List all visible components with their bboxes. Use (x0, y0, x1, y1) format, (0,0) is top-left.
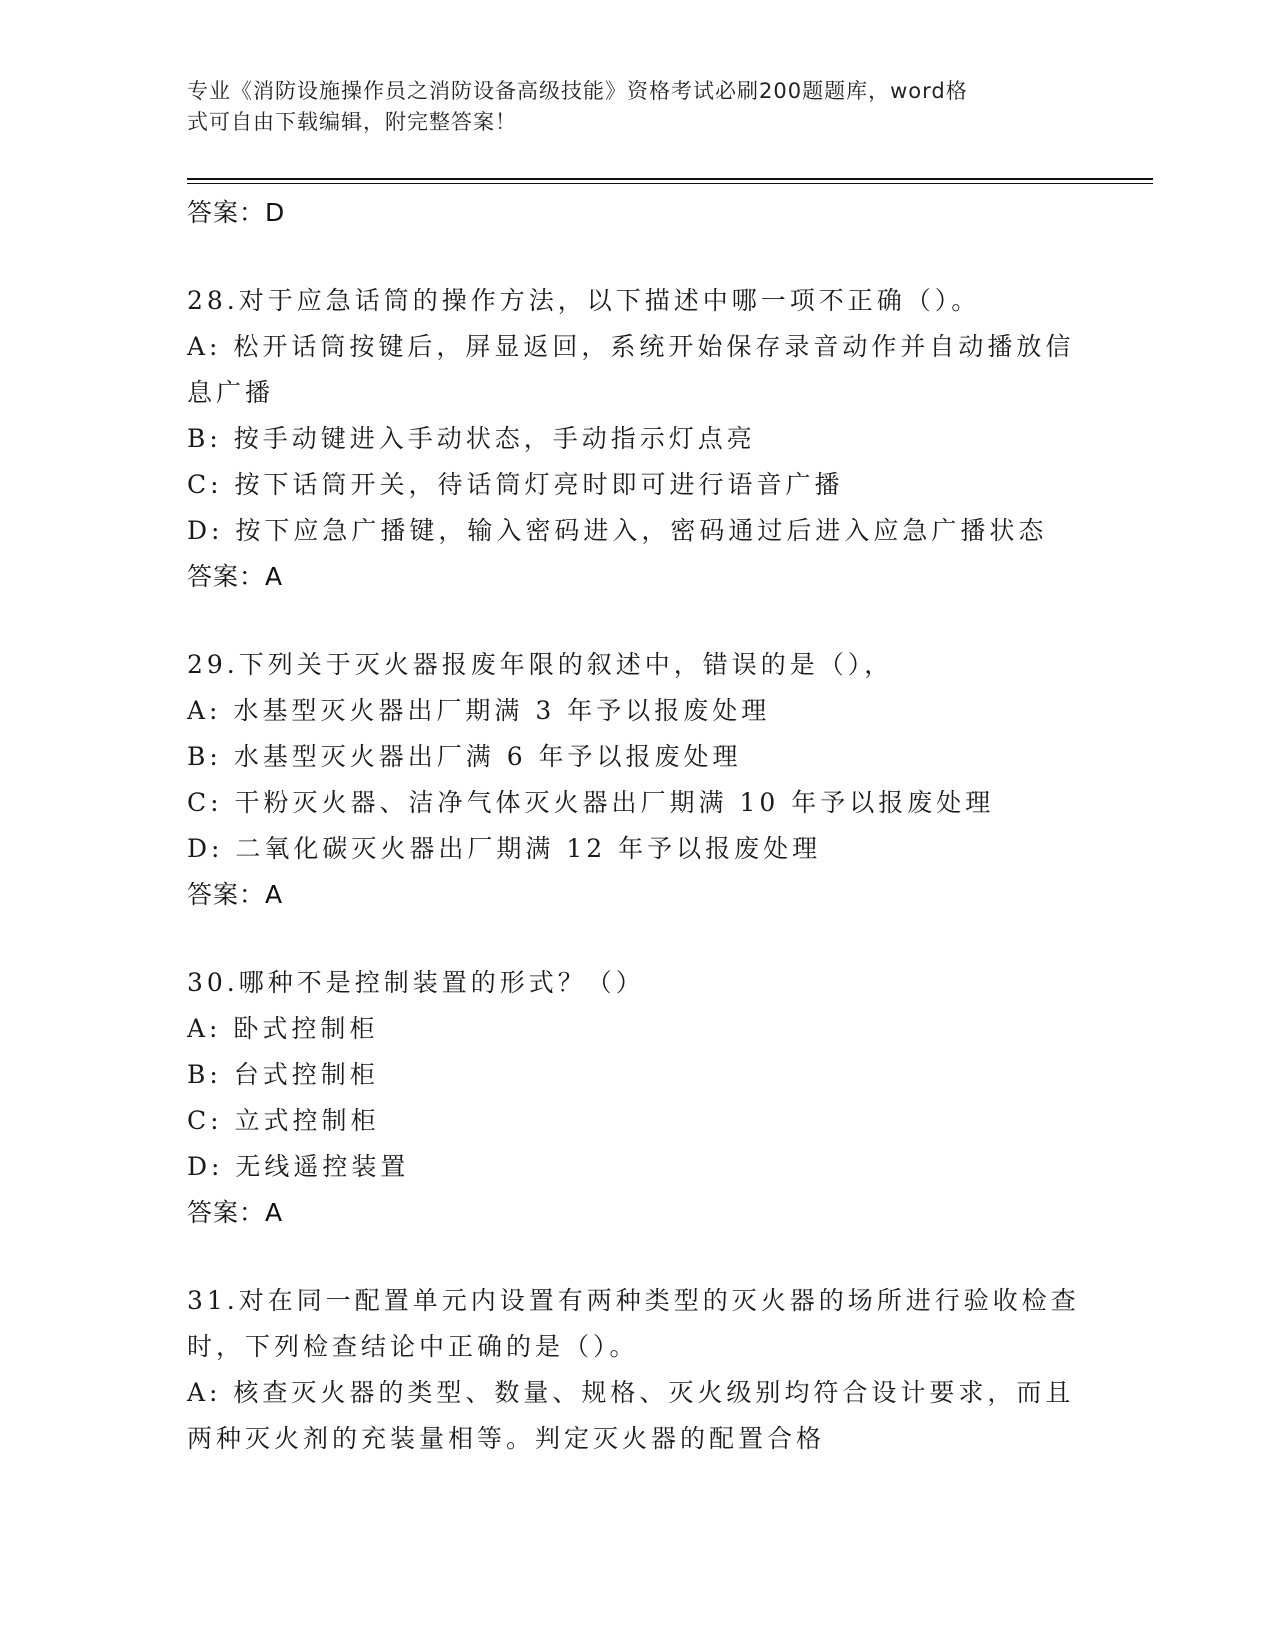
option-a: A: 卧式控制柜 (187, 1014, 379, 1043)
option-d: D: 无线遥控装置 (187, 1152, 410, 1181)
question-stem: 29.下列关于灭火器报废年限的叙述中，错误的是（）， (187, 650, 894, 679)
option-a-continued: 两种灭火剂的充装量相等。判定灭火器的配置合格 (187, 1424, 826, 1453)
option-a-continued: 息广播 (187, 378, 275, 407)
question-list (187, 190, 1087, 1462)
header-line-1: 专业《消防设施操作员之消防设备高级技能》资格考试必刷200题题库，word格 (187, 79, 968, 103)
answer-30: 答案：A (187, 1198, 284, 1227)
header-divider-thin (187, 183, 1153, 184)
answer-29: 答案：A (187, 880, 284, 909)
option-c: C: 按下话筒开关，待话筒灯亮时即可进行语音广播 (187, 470, 844, 499)
option-a: A: 核查灭火器的类型、数量、规格、灭火级别均符合设计要求，而且 (187, 1378, 1075, 1407)
option-c: C: 干粉灭火器、洁净气体灭火器出厂期满 10 年予以报废处理 (187, 788, 995, 817)
question-stem: 31.对在同一配置单元内设置有两种类型的灭火器的场所进行验收检查 (187, 1286, 1080, 1315)
option-d: D: 按下应急广播键，输入密码进入，密码通过后进入应急广播状态 (187, 516, 1048, 545)
option-b: B: 按手动键进入手动状态，手动指示灯点亮 (187, 424, 756, 453)
page-header (187, 76, 1067, 138)
question-stem: 28.对于应急话筒的操作方法，以下描述中哪一项不正确（）。 (187, 286, 981, 315)
option-b: B: 台式控制柜 (187, 1060, 379, 1089)
header-line-2: 式可自由下载编辑，附完整答案！ (187, 110, 517, 134)
answer-28: 答案：A (187, 562, 284, 591)
answer-27: 答案：D (187, 198, 286, 227)
header-divider-thick (187, 178, 1153, 180)
question-30 (187, 960, 1087, 1236)
question-stem: 30.哪种不是控制装置的形式？（） (187, 968, 645, 997)
option-a: A: 松开话筒按键后，屏显返回，系统开始保存录音动作并自动播放信 (187, 332, 1075, 361)
question-29 (187, 642, 1087, 918)
question-28 (187, 278, 1087, 600)
option-b: B: 水基型灭火器出厂满 6 年予以报废处理 (187, 742, 742, 771)
question-31 (187, 1278, 1087, 1462)
option-c: C: 立式控制柜 (187, 1106, 380, 1135)
question-stem-continued: 时，下列检查结论中正确的是（）。 (187, 1332, 639, 1361)
option-a: A: 水基型灭火器出厂期满 3 年予以报废处理 (187, 696, 771, 725)
option-d: D: 二氧化碳灭火器出厂期满 12 年予以报废处理 (187, 834, 822, 863)
